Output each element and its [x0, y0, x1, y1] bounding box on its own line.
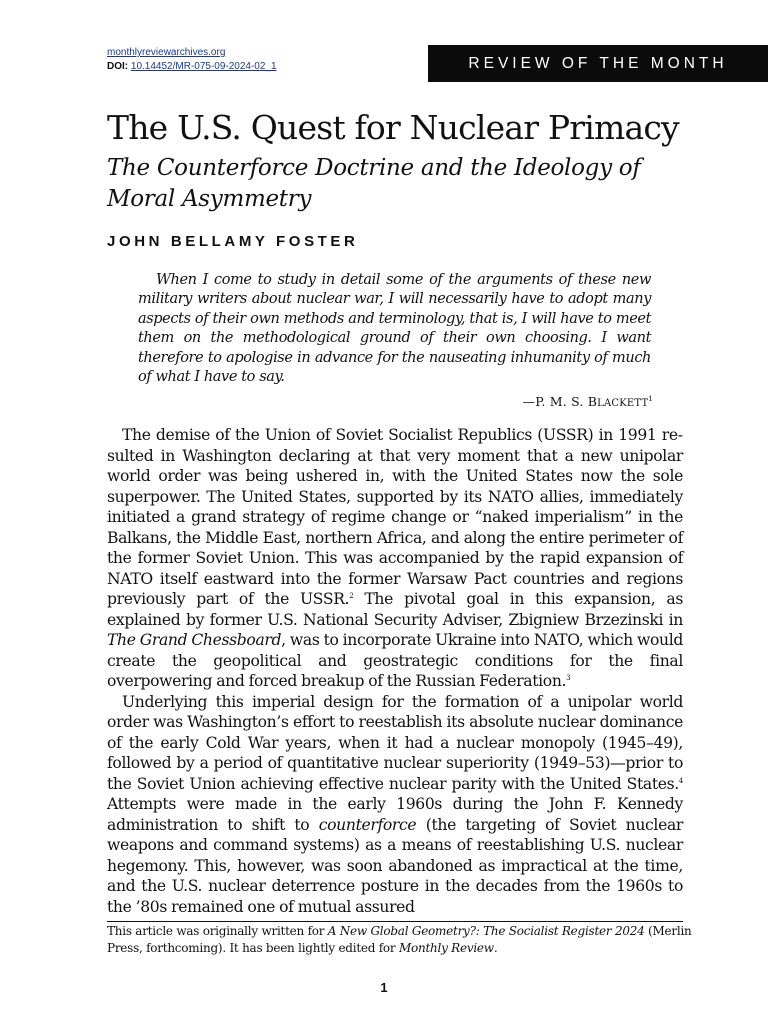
footnote-text: .	[493, 941, 498, 955]
body-paragraph-2	[107, 692, 683, 918]
footnote-book-title: A New Global Geometry?: The Socialist Register 2024	[327, 924, 645, 938]
epigraph-text: When I come to study in detail some of the arguments of these new military writers about nuclear war, I will necessarily have to adopt many aspects of their own methods and terminology, that is, I will have to meet them on the methodological ground of their own choosing. I want therefore to apologise in advance for the nauseating inhumanity of much of what I have to say.	[138, 272, 651, 386]
article-meta	[107, 46, 277, 74]
epigraph-attribution	[523, 394, 653, 409]
body-text: The demise of the Union of Soviet Socialist Republics (USSR) in 1991 resulted in Washington declaring at that very moment that a new unipolar world order was being ushered in, with the United States now the sole superpower. The United States, supported by its NATO allies, immediately initiated a grand strategy of regime change or “naked imperialism” in the Balkans, the Middle East, northern Africa, and along the entire perimeter of the former Soviet Union. This was accompanied by the rapid expansion of NATO itself eastward into the former Warsaw Pact countries and regions previously part of the USSR.	[107, 426, 683, 608]
section-banner: REVIEW OF THE MONTH	[428, 45, 768, 82]
attribution-dash: —	[522, 394, 536, 409]
footnote-divider	[107, 921, 683, 922]
author-name: JOHN BELLAMY FOSTER	[107, 233, 359, 250]
footnote-ref-1[interactable]: 1	[648, 394, 653, 403]
site-link[interactable]: monthlyreviewarchives.org	[107, 47, 226, 58]
footnote-ref-3[interactable]: 3	[566, 673, 571, 682]
body-text: (the targeting of Soviet nuclear weapons and command systems) as a means of reestablishing U.S. nuclear hegemony. This, however, was soon abandoned as impractical at the time, and the U.S. nuclear deterrence posture in the decades from the 1960s to the ’80s remained one of mutual assured	[107, 815, 684, 916]
attribution-smallcaps: LACKETT	[597, 398, 649, 409]
body-text: The pivotal goal in this expansion, as explained by former U.S. National Security Adviser, Zbigniew Brzezinski in	[107, 590, 683, 629]
body-text: , was to incorporate Ukraine into NATO, which would create the geopolitical and geostrategic conditions for the final overpowering and forced breakup of the Russian Federation.	[107, 631, 683, 690]
body-paragraph-1	[107, 425, 683, 692]
article-title: The U.S. Quest for Nuclear Primacy	[107, 108, 679, 147]
body-text: Underlying this imperial design for the formation of a unipolar world order was Washington’s effort to reestablish its absolute nuclear dominance of the early Cold War years, when it had a nuclear monopoly (1945–49), followed by a period of quantitative nuclear superiority (1949–53)—prior to the Soviet Union achieving effective nuclear parity with the United States.	[107, 692, 683, 793]
article-body	[107, 425, 683, 917]
footnote-ref-2[interactable]: 2	[349, 591, 354, 600]
doi-link[interactable]: 10.14452/MR-075-09-2024-02_1	[130, 61, 277, 72]
book-title: The Grand Chessboard	[107, 631, 282, 649]
emphasized-term: counterforce	[318, 815, 417, 834]
footnote-text: (Merlin Press, forthcoming). It has been lightly edited for	[107, 924, 692, 955]
footnote-ref-4[interactable]: 4	[678, 776, 683, 785]
article-subtitle: The Counterforce Doctrine and the Ideology of Moral Asymmetry	[107, 155, 641, 212]
doi-label: DOI:	[107, 61, 129, 72]
attribution-initials: P. M. S. B	[535, 394, 598, 409]
epigraph-quote	[138, 271, 651, 387]
footnote-journal-title: Monthly Review	[398, 941, 494, 955]
body-text: Attempts were made in the early 1960s during the John F. Kennedy administration to shift to	[107, 795, 683, 834]
footnote-text: This article was originally written for	[107, 924, 328, 938]
page-number: 1	[380, 980, 388, 995]
first-page-footnote	[107, 923, 697, 957]
